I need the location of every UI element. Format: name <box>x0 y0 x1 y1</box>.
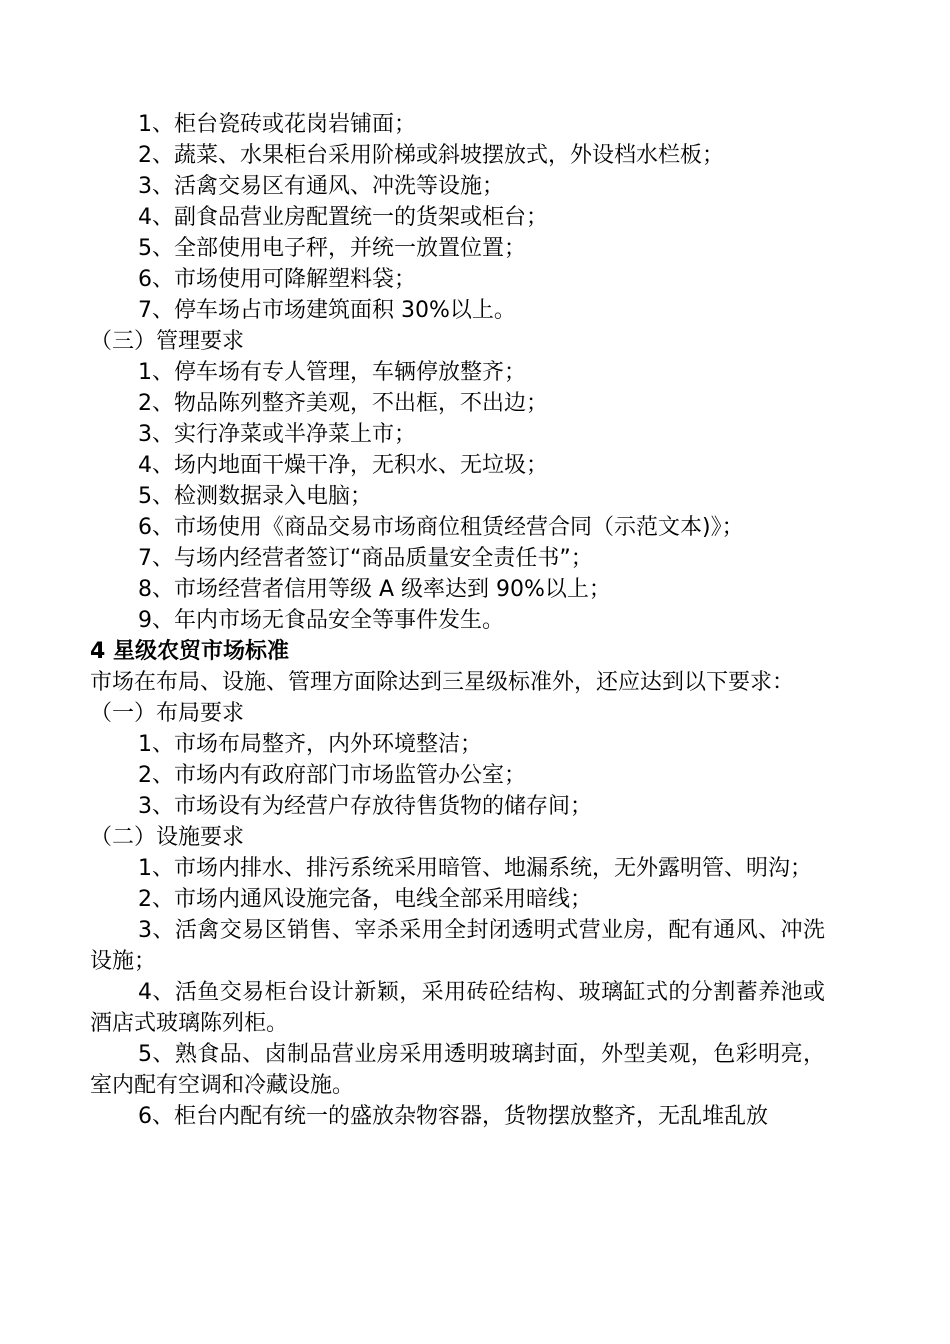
section-intro: 市场在布局、设施、管理方面除达到三星级标准外，还应达到以下要求： <box>90 670 795 695</box>
list-item: 2、市场内有政府部门市场监管办公室； <box>138 763 526 788</box>
list-item: 4、活鱼交易柜台设计新颖，采用砖砼结构、玻璃缸式的分割蓄养池或酒店式玻璃陈列柜。 <box>90 980 825 1036</box>
list-item: 9、年内市场无食品安全等事件发生。 <box>138 608 504 633</box>
list-item: 5、熟食品、卤制品营业房采用透明玻璃封面，外型美观，色彩明亮，室内配有空调和冷藏设施。 <box>90 1042 825 1098</box>
list-item: 8、市场经营者信用等级 A 级率达到 90%以上； <box>138 577 611 602</box>
list-item: 1、市场布局整齐，内外环境整洁； <box>138 732 482 757</box>
subsection-heading-management: （三）管理要求 <box>90 329 245 354</box>
list-item: 1、市场内排水、排污系统采用暗管、地漏系统，无外露明管、明沟； <box>138 856 812 881</box>
list-item: 2、蔬菜、水果柜台采用阶梯或斜坡摆放式，外设档水栏板； <box>138 143 724 168</box>
list-item: 1、停车场有专人管理，车辆停放整齐； <box>138 360 526 385</box>
list-item: 2、市场内通风设施完备，电线全部采用暗线； <box>138 887 592 912</box>
subsection-heading-layout: （一）布局要求 <box>90 701 245 726</box>
list-item: 7、与场内经营者签订“商品质量安全责任书”； <box>138 546 593 571</box>
list-item: 3、活禽交易区有通风、冲洗等设施； <box>138 174 504 199</box>
list-item: 6、柜台内配有统一的盛放杂物容器，货物摆放整齐，无乱堆乱放 <box>138 1104 768 1129</box>
list-item: 7、停车场占市场建筑面积 30%以上。 <box>138 298 516 323</box>
subsection-heading-facilities: （二）设施要求 <box>90 825 245 850</box>
document-content <box>90 109 825 1132</box>
list-item: 1、柜台瓷砖或花岗岩铺面； <box>138 112 416 137</box>
list-item: 3、实行净菜或半净菜上市； <box>138 422 416 447</box>
list-item: 4、副食品营业房配置统一的货架或柜台； <box>138 205 548 230</box>
list-item: 5、检测数据录入电脑； <box>138 484 372 509</box>
list-item: 3、市场设有为经营户存放待售货物的储存间； <box>138 794 592 819</box>
list-item: 6、市场使用可降解塑料袋； <box>138 267 416 292</box>
section-heading-4-star: 4 星级农贸市场标准 <box>90 639 289 664</box>
list-item: 6、市场使用《商品交易市场商位租赁经营合同（示范文本)》； <box>138 515 744 540</box>
list-item: 2、物品陈列整齐美观，不出框，不出边； <box>138 391 548 416</box>
list-item: 5、全部使用电子秤，并统一放置位置； <box>138 236 526 261</box>
list-item: 3、活禽交易区销售、宰杀采用全封闭透明式营业房，配有通风、冲洗设施； <box>90 918 825 974</box>
list-item: 4、场内地面干燥干净，无积水、无垃圾； <box>138 453 548 478</box>
